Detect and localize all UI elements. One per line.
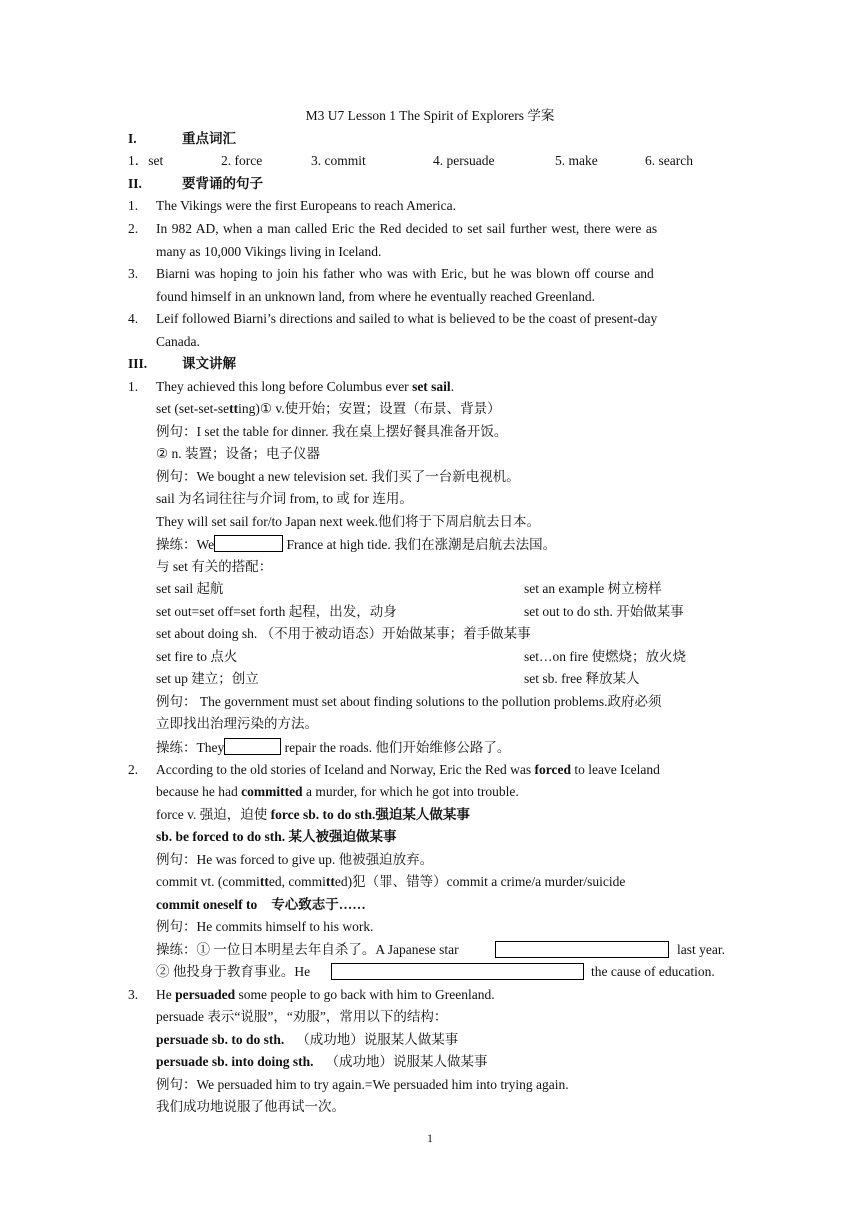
sentence-line: Canada. xyxy=(156,334,200,349)
section-heading: 课文讲解 xyxy=(182,356,236,371)
vocab-item: 2. force xyxy=(221,153,263,168)
example-line: 例句：He commits himself to his work. xyxy=(156,919,374,934)
sentence-line: Biarni was hoping to join his father who was with Eric, but he was blown off course and xyxy=(156,266,654,281)
vocab-item: 4. persuade xyxy=(433,153,495,168)
vocab-item: 5. make xyxy=(555,153,598,168)
page-title: M3 U7 Lesson 1 The Spirit of Explorers 学案 xyxy=(305,108,555,123)
text-line: commit oneself to 专心致志于…… xyxy=(156,897,366,912)
answer-blank[interactable] xyxy=(214,535,283,552)
section-number: II. xyxy=(128,176,142,191)
section-number: I. xyxy=(128,131,137,146)
example-line: 例句：We bought a new television set. 我们买了一台新电视机。 xyxy=(156,469,520,484)
text-line: commit vt. (committed, committed)犯（罪、错等）commit a crime/a murder/suicide xyxy=(156,874,626,889)
text-line: because he had committed a murder, for which he got into trouble. xyxy=(156,784,519,799)
phrase-item: set…on fire 使燃烧；放火烧 xyxy=(524,649,686,664)
section-heading: 重点词汇 xyxy=(182,131,236,146)
text-line: sail 为名词往往与介词 from, to 或 for 连用。 xyxy=(156,491,413,506)
text-line: ② n. 装置；设备；电子仪器 xyxy=(156,446,320,461)
section-number: III. xyxy=(128,356,148,371)
list-number: 4. xyxy=(128,311,139,326)
text-line: persuade 表示“说服”，“劝服”，常用以下的结构： xyxy=(156,1009,448,1024)
example-line: 例句：He was forced to give up. 他被强迫放弃。 xyxy=(156,852,434,867)
text-line: persuade sb. to do sth. （成功地）说服某人做某事 xyxy=(156,1032,459,1047)
page-number: 1 xyxy=(427,1131,433,1145)
text-line: According to the old stories of Iceland and Norway, Eric the Red was forced to leave Iceland xyxy=(156,762,660,777)
example-line: 例句：We persuaded him to try again.=We persuaded him into trying again. xyxy=(156,1077,569,1092)
vocab-item: 6. search xyxy=(645,153,693,168)
list-number: 2. xyxy=(128,762,139,777)
phrase-item: set sail 起航 xyxy=(156,581,224,596)
phrase-item: set an example 树立榜样 xyxy=(524,581,662,596)
example-line: 例句：I set the table for dinner. 我在桌上摆好餐具准备开饭。 xyxy=(156,424,508,439)
text-line: They will set sail for/to Japan next week.他们将于下周启航去日本。 xyxy=(156,514,540,529)
phrase-item: set out to do sth. 开始做某事 xyxy=(524,604,684,619)
sentence-line: many as 10,000 Vikings living in Iceland. xyxy=(156,244,382,259)
phrase-item: set fire to 点火 xyxy=(156,649,238,664)
text-line: persuade sb. into doing sth. （成功地）说服某人做某事 xyxy=(156,1054,488,1069)
sentence-line: found himself in an unknown land, from where he eventually reached Greenland. xyxy=(156,289,595,304)
text-line: sb. be forced to do sth. 某人被强迫做某事 xyxy=(156,829,397,844)
list-number: 3. xyxy=(128,266,139,281)
answer-blank[interactable] xyxy=(331,963,584,980)
text-line: set (set-set-setting)① v.使开始；安置；设置（布景、背景） xyxy=(156,401,501,416)
text-line: 与 set 有关的搭配： xyxy=(156,559,273,574)
example-line: 例句： The government must set about finding solutions to the pollution problems.政府必须 xyxy=(156,694,662,709)
list-number: 1. xyxy=(128,379,139,394)
exercise-line: 操练：They repair the roads. 他们开始维修公路了。 xyxy=(156,740,511,755)
answer-blank[interactable] xyxy=(224,738,281,755)
exercise-line: the cause of education. xyxy=(591,964,715,979)
list-number: 3. xyxy=(128,987,139,1002)
vocab-item: 3. commit xyxy=(311,153,366,168)
list-number: 2. xyxy=(128,221,139,236)
text-line: force v. 强迫，迫使 force sb. to do sth.强迫某人做某事 xyxy=(156,807,470,822)
phrase-item: set about doing sh. （不用于被动语态）开始做某事；着手做某事 xyxy=(156,626,531,641)
sentence-line: In 982 AD, when a man called Eric the Red decided to set sail further west, there were as xyxy=(156,221,658,236)
answer-blank[interactable] xyxy=(495,941,669,958)
sentence-line: Leif followed Biarni’s directions and sailed to what is believed to be the coast of present-day xyxy=(156,311,658,326)
exercise-line: 操练：① 一位日本明星去年自杀了。A Japanese star xyxy=(156,942,459,957)
phrase-item: set sb. free 释放某人 xyxy=(524,671,640,686)
example-line: 我们成功地说服了他再试一次。 xyxy=(156,1099,345,1114)
sentence-line: The Vikings were the first Europeans to reach America. xyxy=(156,198,456,213)
exercise-line: ② 他投身于教育事业。He xyxy=(156,964,311,979)
text-line: They achieved this long before Columbus ever set sail. xyxy=(156,379,455,394)
phrase-item: set up 建立；创立 xyxy=(156,671,259,686)
list-number: 1. xyxy=(128,198,139,213)
text-line: He persuaded some people to go back with him to Greenland. xyxy=(156,987,495,1002)
exercise-line: 操练：We France at high tide. 我们在涨潮是启航去法国。 xyxy=(156,537,557,552)
section-heading: 要背诵的句子 xyxy=(182,176,263,191)
exercise-line: last year. xyxy=(677,942,725,957)
phrase-item: set out=set off=set forth 起程，出发，动身 xyxy=(156,604,397,619)
example-line: 立即找出治理污染的方法。 xyxy=(156,716,318,731)
vocab-item: 1．set xyxy=(128,153,164,168)
